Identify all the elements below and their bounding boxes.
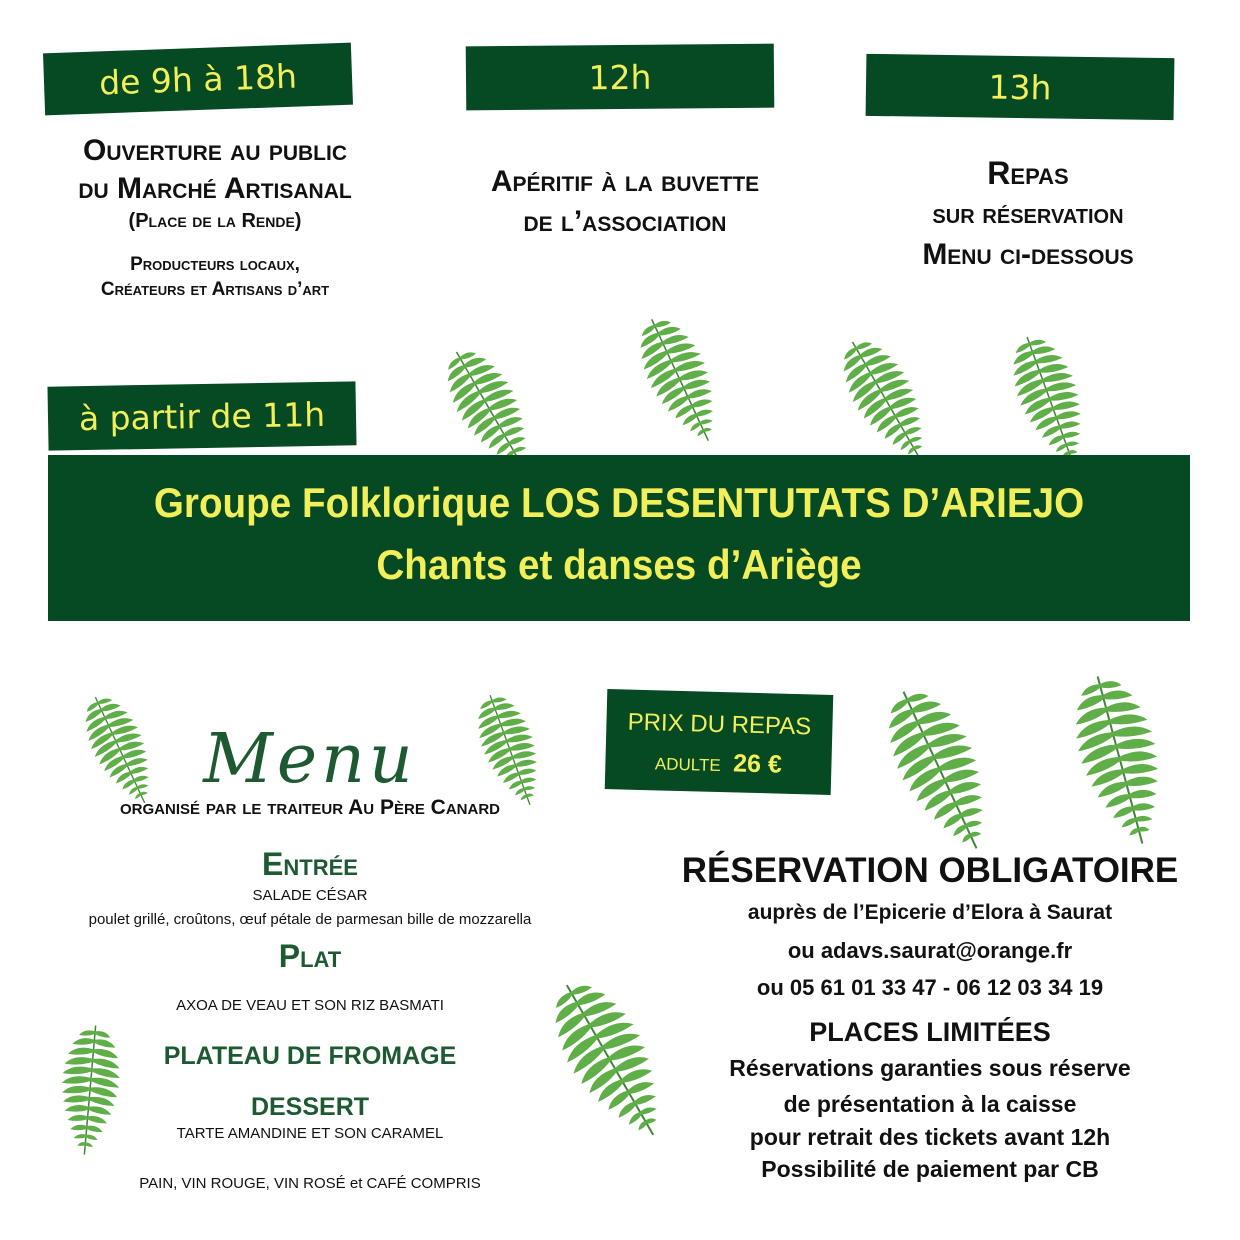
- time-tag-13h: [866, 54, 1175, 120]
- reservation-note3: pour retrait des tickets avant 12h: [749, 1124, 1111, 1150]
- reservation-note2: de présentation à la caisse: [783, 1091, 1077, 1117]
- slot3-line3: Menu ci-dessous: [922, 238, 1134, 271]
- fern-icon: [867, 673, 1014, 866]
- time-tag-9h-18h: [43, 43, 353, 116]
- fern-icon: [623, 305, 737, 455]
- slot1-description: [30, 132, 400, 302]
- fern-icon: [998, 325, 1103, 474]
- slot3-description: [843, 152, 1213, 276]
- dessert-name: TARTE AMANDINE ET SON CARAMEL: [176, 1125, 444, 1142]
- slot1-line2: du Marché Artisanal: [78, 172, 352, 205]
- fern-icon: [1059, 665, 1182, 856]
- plat-name: AXOA DE VEAU ET SON RIZ BASMATI: [176, 997, 444, 1014]
- slot1-line3: (Place de la Rende): [128, 210, 302, 232]
- show-title: Groupe Folklorique LOS DESENTUTATS D’ARIEJO: [153, 479, 1085, 526]
- slot2-line1: Apéritif à la buvette: [490, 165, 760, 198]
- reservation-phone[interactable]: ou 05 61 01 33 47 - 06 12 03 34 19: [756, 975, 1104, 1000]
- show-subtitle: Chants et danses d’Ariège: [376, 541, 862, 588]
- show-banner: [48, 455, 1190, 621]
- slot2-description: [440, 162, 810, 242]
- entree-name: SALADE CÉSAR: [252, 887, 368, 904]
- slot2-line2: de l’association: [523, 205, 727, 238]
- time-tag-12h-text: 12h: [588, 57, 652, 97]
- time-tag-11h: [47, 381, 356, 450]
- reservation-note1: Réservations garanties sous réserve: [729, 1055, 1131, 1081]
- reservation-email[interactable]: ou adavs.saurat@orange.fr: [787, 938, 1073, 963]
- entree-title: Entrée: [262, 846, 358, 882]
- reservation-note4: Possibilité de paiement par CB: [761, 1156, 1099, 1182]
- menu-subtitle: organisé par le traiteur Au Père Canard: [120, 796, 500, 819]
- slot1-line4: Producteurs locaux,: [130, 254, 300, 275]
- slot3-line2: sur réservation: [932, 198, 1124, 229]
- time-tag-11h-text: à partir de 11h: [78, 394, 326, 438]
- price-adult-value: 26 €: [732, 749, 783, 779]
- slot1-line5: Créateurs et Artisans d’art: [100, 279, 330, 300]
- menu-title: Menu: [203, 720, 417, 799]
- price-tag: [605, 689, 834, 795]
- fern-icon: [825, 325, 947, 474]
- time-tag-12h: [466, 44, 775, 111]
- plat-title: Plat: [278, 938, 342, 974]
- dessert-title: DESSERT: [250, 1093, 370, 1121]
- time-tag-13h-text: 13h: [988, 67, 1052, 107]
- slot3-line1: Repas: [987, 155, 1069, 191]
- menu-extras: PAIN, VIN ROUGE, VIN ROSÉ et CAFÉ COMPRIS: [139, 1175, 481, 1192]
- price-adult-label: ADULTE: [654, 754, 721, 776]
- price-label: PRIX DU REPAS: [627, 708, 812, 741]
- places-limited: PLACES LIMITÉES: [809, 1017, 1051, 1047]
- reservation-line1: auprès de l’Epicerie d’Elora à Saurat: [747, 901, 1113, 924]
- entree-description: poulet grillé, croûtons, œuf pétale de parmesan bille de mozzarella: [88, 911, 532, 928]
- slot1-line1: Ouverture au public: [82, 134, 347, 167]
- reservation-title: RÉSERVATION OBLIGATOIRE: [681, 851, 1179, 890]
- time-tag-9h-18h-text: de 9h à 18h: [98, 56, 298, 102]
- cheese-course: PLATEAU DE FROMAGE: [163, 1042, 457, 1070]
- price-adult-row: [605, 745, 832, 785]
